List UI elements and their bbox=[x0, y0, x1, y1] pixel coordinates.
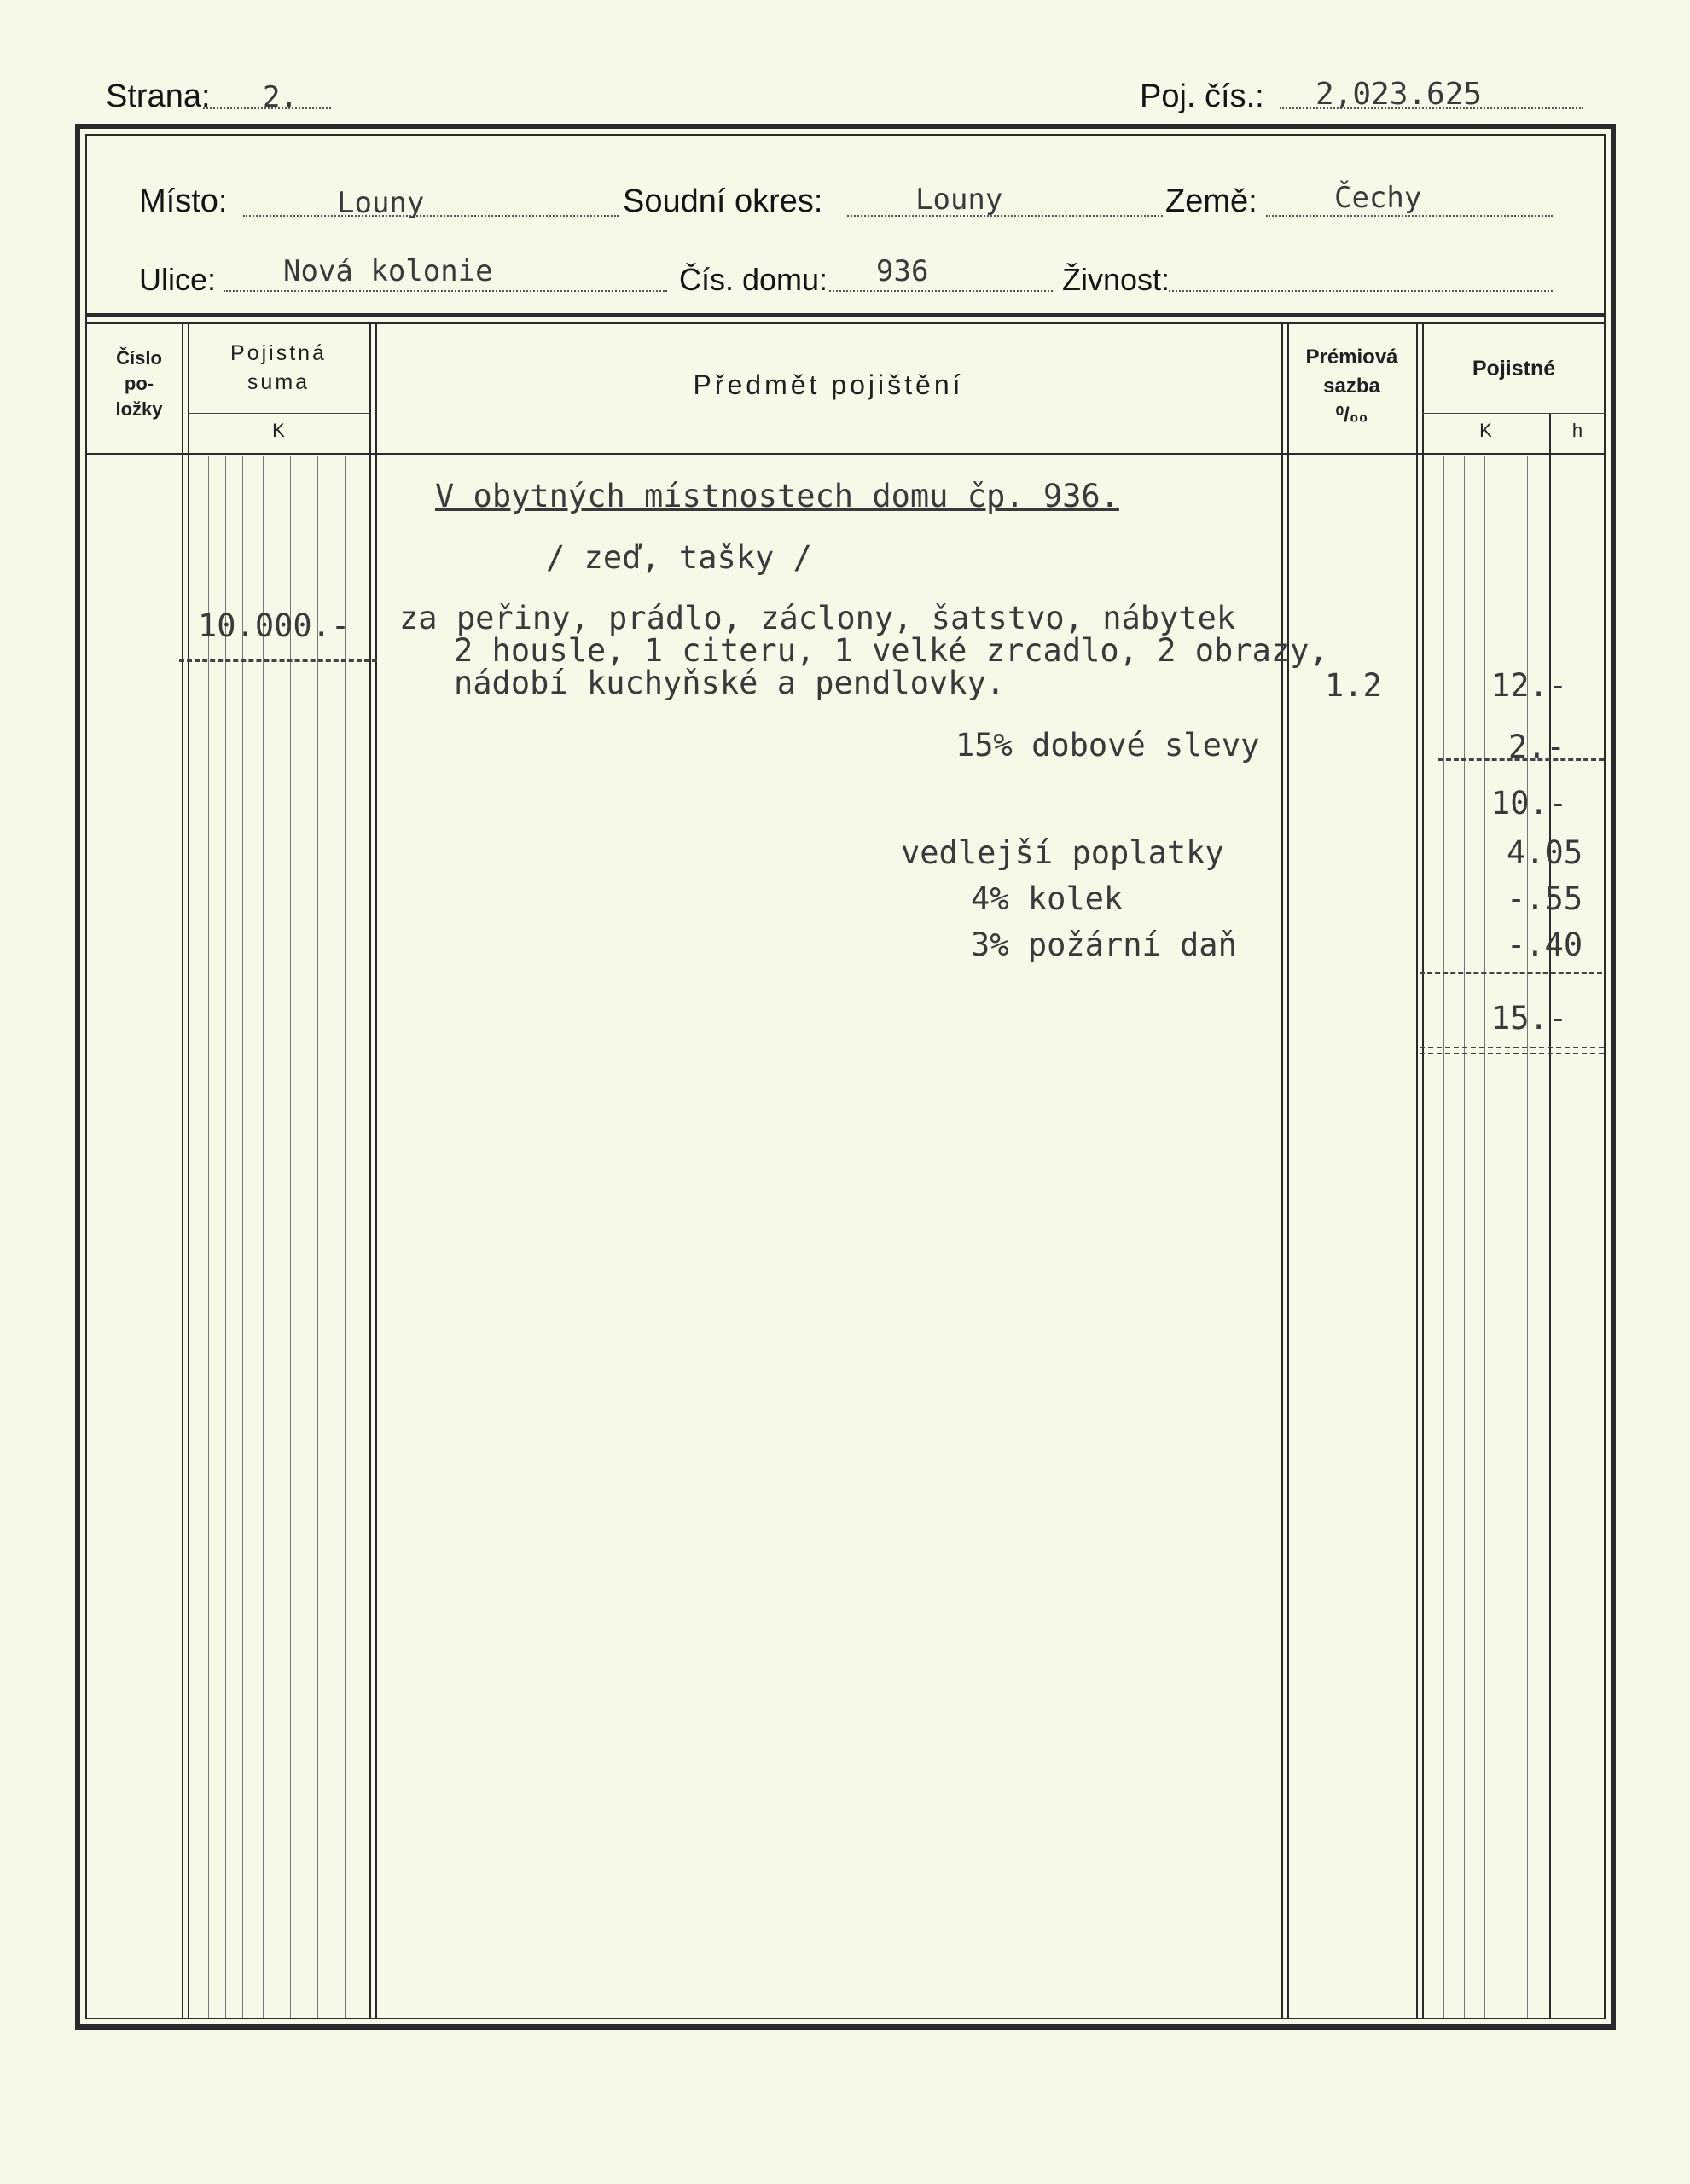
discount-underline bbox=[1438, 758, 1604, 761]
entry-construction: / zeď, tašky / bbox=[546, 539, 812, 576]
zivnost-field bbox=[1169, 264, 1553, 292]
poj-cis-field bbox=[1280, 77, 1583, 112]
ulice-label: Ulice: bbox=[139, 262, 217, 297]
header-premiova-sazba bbox=[1287, 343, 1416, 430]
rule bbox=[1443, 456, 1444, 2018]
header-suma-unit: K bbox=[272, 420, 285, 441]
header-pojistne: Pojistné bbox=[1472, 357, 1556, 380]
total-double-underline bbox=[1420, 1047, 1604, 1054]
col-divider-1 bbox=[182, 324, 183, 2019]
rule bbox=[345, 456, 346, 2018]
misto-value: Louny bbox=[337, 186, 425, 220]
strana-field bbox=[203, 80, 331, 114]
total-value: 15.- bbox=[1491, 1000, 1568, 1037]
entry-heading: V obytných místnostech domu čp. 936. bbox=[435, 478, 1119, 514]
header-suma-line: Pojistná bbox=[230, 341, 327, 365]
cis-domu-value: 936 bbox=[876, 254, 929, 288]
header-cislo-polozky bbox=[96, 346, 182, 422]
header-sazba-unit: ⁰/₀₀ bbox=[1335, 404, 1368, 427]
header-pojistne-unit-h: h bbox=[1571, 420, 1583, 441]
fees-label: vedlejší poplatky bbox=[901, 834, 1224, 871]
col-divider-3b bbox=[1287, 324, 1289, 2019]
misto-label: Místo: bbox=[139, 183, 228, 219]
rule bbox=[1464, 456, 1465, 2018]
discount-label: 15% dobové slevy bbox=[955, 727, 1260, 764]
poj-cis-label: Poj. čís.: bbox=[1140, 78, 1264, 114]
col-divider-1b bbox=[188, 324, 189, 2019]
fees-value: 4.05 bbox=[1507, 834, 1583, 871]
discount-value: 2.- bbox=[1508, 729, 1565, 765]
subtotal-value: 10.- bbox=[1491, 785, 1568, 822]
entry-description bbox=[399, 602, 1328, 700]
zivnost-label: Živnost: bbox=[1062, 262, 1170, 297]
strana-label: Strana: bbox=[106, 78, 211, 114]
header-suma-line: suma bbox=[247, 370, 311, 394]
soudni-okres-label: Soudní okres: bbox=[623, 183, 823, 219]
col-divider-3 bbox=[1281, 324, 1283, 2019]
entry-rate: 1.2 bbox=[1325, 667, 1382, 704]
header-cislo-line: po- bbox=[124, 373, 154, 394]
header-bottom-line bbox=[85, 453, 1606, 455]
suma-unit-line bbox=[188, 413, 369, 414]
header-sazba-line: Prémiová bbox=[1305, 346, 1398, 369]
rule bbox=[263, 456, 264, 2018]
soudni-okres-value: Louny bbox=[915, 183, 1003, 217]
description-line: za peřiny, prádlo, záclony, šatstvo, nábytek bbox=[399, 600, 1236, 636]
header-cislo-line: Číslo bbox=[116, 347, 162, 369]
kolek-label: 4% kolek bbox=[971, 880, 1124, 917]
description-line: nádobí kuchyňské a pendlovky. bbox=[454, 665, 1006, 701]
header-pojistna-suma bbox=[188, 339, 369, 397]
entry-sum: 10.000.- bbox=[198, 607, 351, 644]
strana-value: 2. bbox=[263, 80, 298, 114]
col-divider-4b bbox=[1422, 324, 1424, 2019]
rule bbox=[317, 456, 318, 2018]
zeme-field bbox=[1266, 181, 1553, 217]
address-separator-thin bbox=[85, 322, 1606, 324]
col-divider-k-h bbox=[1549, 414, 1551, 2019]
description-line: 2 housle, 1 citeru, 1 velké zrcadlo, 2 obrazy, bbox=[454, 632, 1328, 669]
col-divider-2 bbox=[369, 324, 371, 2019]
pojistne-unit-line bbox=[1422, 413, 1606, 414]
rule bbox=[1484, 456, 1485, 2018]
rule bbox=[225, 456, 226, 2018]
rule bbox=[242, 456, 243, 2018]
dan-label: 3% požární daň bbox=[971, 926, 1237, 963]
ulice-value: Nová kolonie bbox=[283, 254, 493, 288]
sum-underline bbox=[179, 659, 377, 662]
soudni-okres-field bbox=[847, 183, 1163, 217]
zeme-label: Země: bbox=[1165, 183, 1257, 219]
col-divider-2b bbox=[375, 324, 377, 2019]
cis-domu-field bbox=[829, 254, 1053, 292]
poj-cis-value: 2,023.625 bbox=[1315, 77, 1483, 112]
fees-underline bbox=[1420, 972, 1602, 974]
cis-domu-label: Čís. domu: bbox=[679, 262, 828, 297]
header-pojistne-unit-k: K bbox=[1479, 420, 1492, 441]
misto-field bbox=[243, 186, 619, 220]
entry-premium: 12.- bbox=[1491, 667, 1568, 704]
rule bbox=[208, 456, 209, 2018]
kolek-value: -.55 bbox=[1507, 880, 1583, 917]
zeme-value: Čechy bbox=[1334, 181, 1422, 215]
header-predmet-pojisteni: Předmět pojištění bbox=[693, 369, 964, 400]
col-divider-4 bbox=[1416, 324, 1418, 2019]
rule bbox=[290, 456, 291, 2018]
dan-value: -.40 bbox=[1507, 926, 1583, 963]
header-sazba-line: sazba bbox=[1323, 375, 1380, 398]
ulice-field bbox=[224, 254, 667, 292]
address-separator bbox=[85, 313, 1606, 317]
header-cislo-line: ložky bbox=[115, 398, 163, 420]
